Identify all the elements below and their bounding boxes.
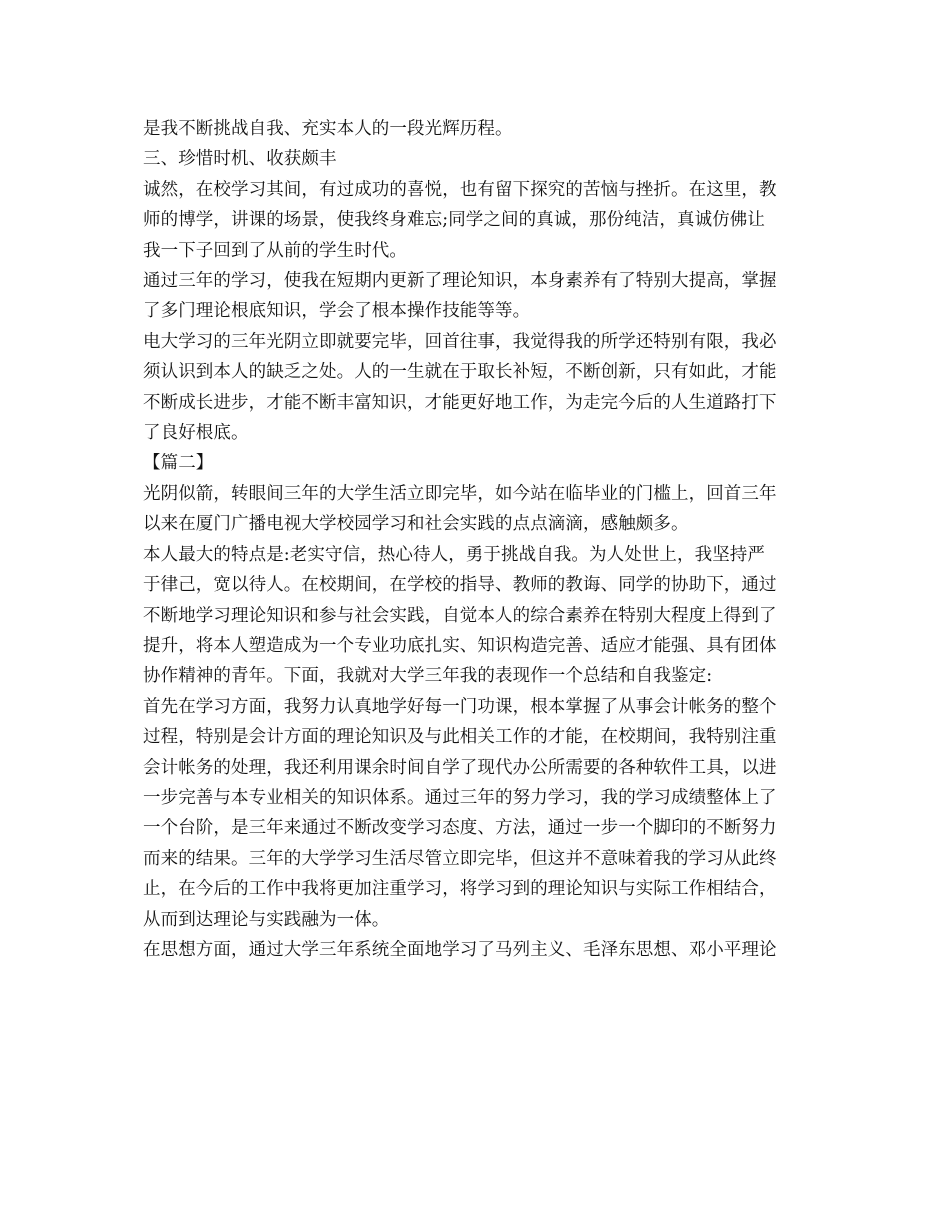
text-line: 过程，特别是会计方面的理论知识及与此相关工作的才能，在校期间，我特别注重 [143, 727, 777, 748]
text-line: 了多门理论根底知识，学会了根本操作技能等等。 [143, 301, 531, 322]
text-line: 一个台阶，是三年来通过不断改变学习态度、方法，通过一步一个脚印的不断努力 [143, 818, 777, 839]
paragraph [143, 448, 813, 478]
text-line: 在思想方面，通过大学三年系统全面地学习了马列主义、毛泽东思想、邓小平理论 [143, 939, 777, 960]
text-line: 电大学习的三年光阴立即就要完毕，回首往事，我觉得我的所学还特别有限，我必 [143, 331, 777, 352]
text-line: 通过三年的学习，使我在短期内更新了理论知识，本身素养有了特别大提高，掌握 [143, 271, 777, 292]
document-body [143, 114, 813, 965]
text-line: 光阴似箭，转眼间三年的大学生活立即完毕，如今站在临毕业的门槛上，回首三年 [143, 483, 777, 504]
paragraph [143, 479, 813, 540]
paragraph [143, 175, 813, 266]
text-line: 提升，将本人塑造成为一个专业功底扎实、知识构造完善、适应才能强、具有团体 [143, 635, 777, 656]
text-line: 【篇二】 [143, 453, 214, 474]
text-line: 不断地学习理论知识和参与社会实践，自觉本人的综合素养在特别大程度上得到了 [143, 605, 777, 626]
text-line: 本人最大的特点是:老实守信，热心待人，勇于挑战自我。为人处世上，我坚持严 [143, 544, 765, 565]
text-line: 是我不断挑战自我、充实本人的一段光辉历程。 [143, 119, 513, 139]
text-line: 协作精神的青年。下面，我就对大学三年我的表现作一个总结和自我鉴定: [143, 666, 713, 687]
text-line: 不断成长进步，才能不断丰富知识，才能更好地工作，为走完今后的人生道路打下 [143, 392, 777, 413]
paragraph [143, 266, 813, 327]
paragraph [143, 692, 813, 935]
text-line: 了良好根底。 [143, 423, 249, 444]
text-line: 从而到达理论与实践融为一体。 [143, 909, 390, 930]
paragraph [143, 114, 813, 144]
text-line: 于律己，宽以待人。在校期间，在学校的指导、教师的教诲、同学的协助下，通过 [143, 575, 777, 596]
text-line: 而来的结果。三年的大学学习生活尽管立即完毕，但这并不意味着我的学习从此终 [143, 848, 777, 869]
text-line: 须认识到本人的缺乏之处。人的一生就在于取长补短，不断创新，只有如此，才能 [143, 362, 777, 383]
text-line: 我一下子回到了从前的学生时代。 [143, 240, 407, 261]
paragraph [143, 327, 813, 449]
text-line: 一步完善与本专业相关的知识体系。通过三年的努力学习，我的学习成绩整体上了 [143, 787, 777, 808]
paragraph [143, 540, 813, 692]
paragraph [143, 144, 813, 174]
text-line: 会计帐务的处理，我还利用课余时间自学了现代办公所需要的各种软件工具，以进 [143, 757, 777, 778]
text-line: 师的博学，讲课的场景，使我终身难忘;同学之间的真诚，那份纯洁，真诚仿佛让 [143, 210, 765, 231]
text-line: 止，在今后的工作中我将更加注重学习，将学习到的理论知识与实际工作相结合， [143, 879, 777, 900]
paragraph [143, 935, 813, 965]
text-line: 三、珍惜时机、收获颇丰 [143, 149, 337, 170]
text-line: 首先在学习方面，我努力认真地学好每一门功课，根本掌握了从事会计帐务的整个 [143, 696, 777, 717]
text-line: 以来在厦门广播电视大学校园学习和社会实践的点点滴滴，感触颇多。 [143, 514, 689, 535]
text-line: 诚然，在校学习其间，有过成功的喜悦，也有留下探究的苦恼与挫折。在这里，教 [143, 179, 777, 200]
